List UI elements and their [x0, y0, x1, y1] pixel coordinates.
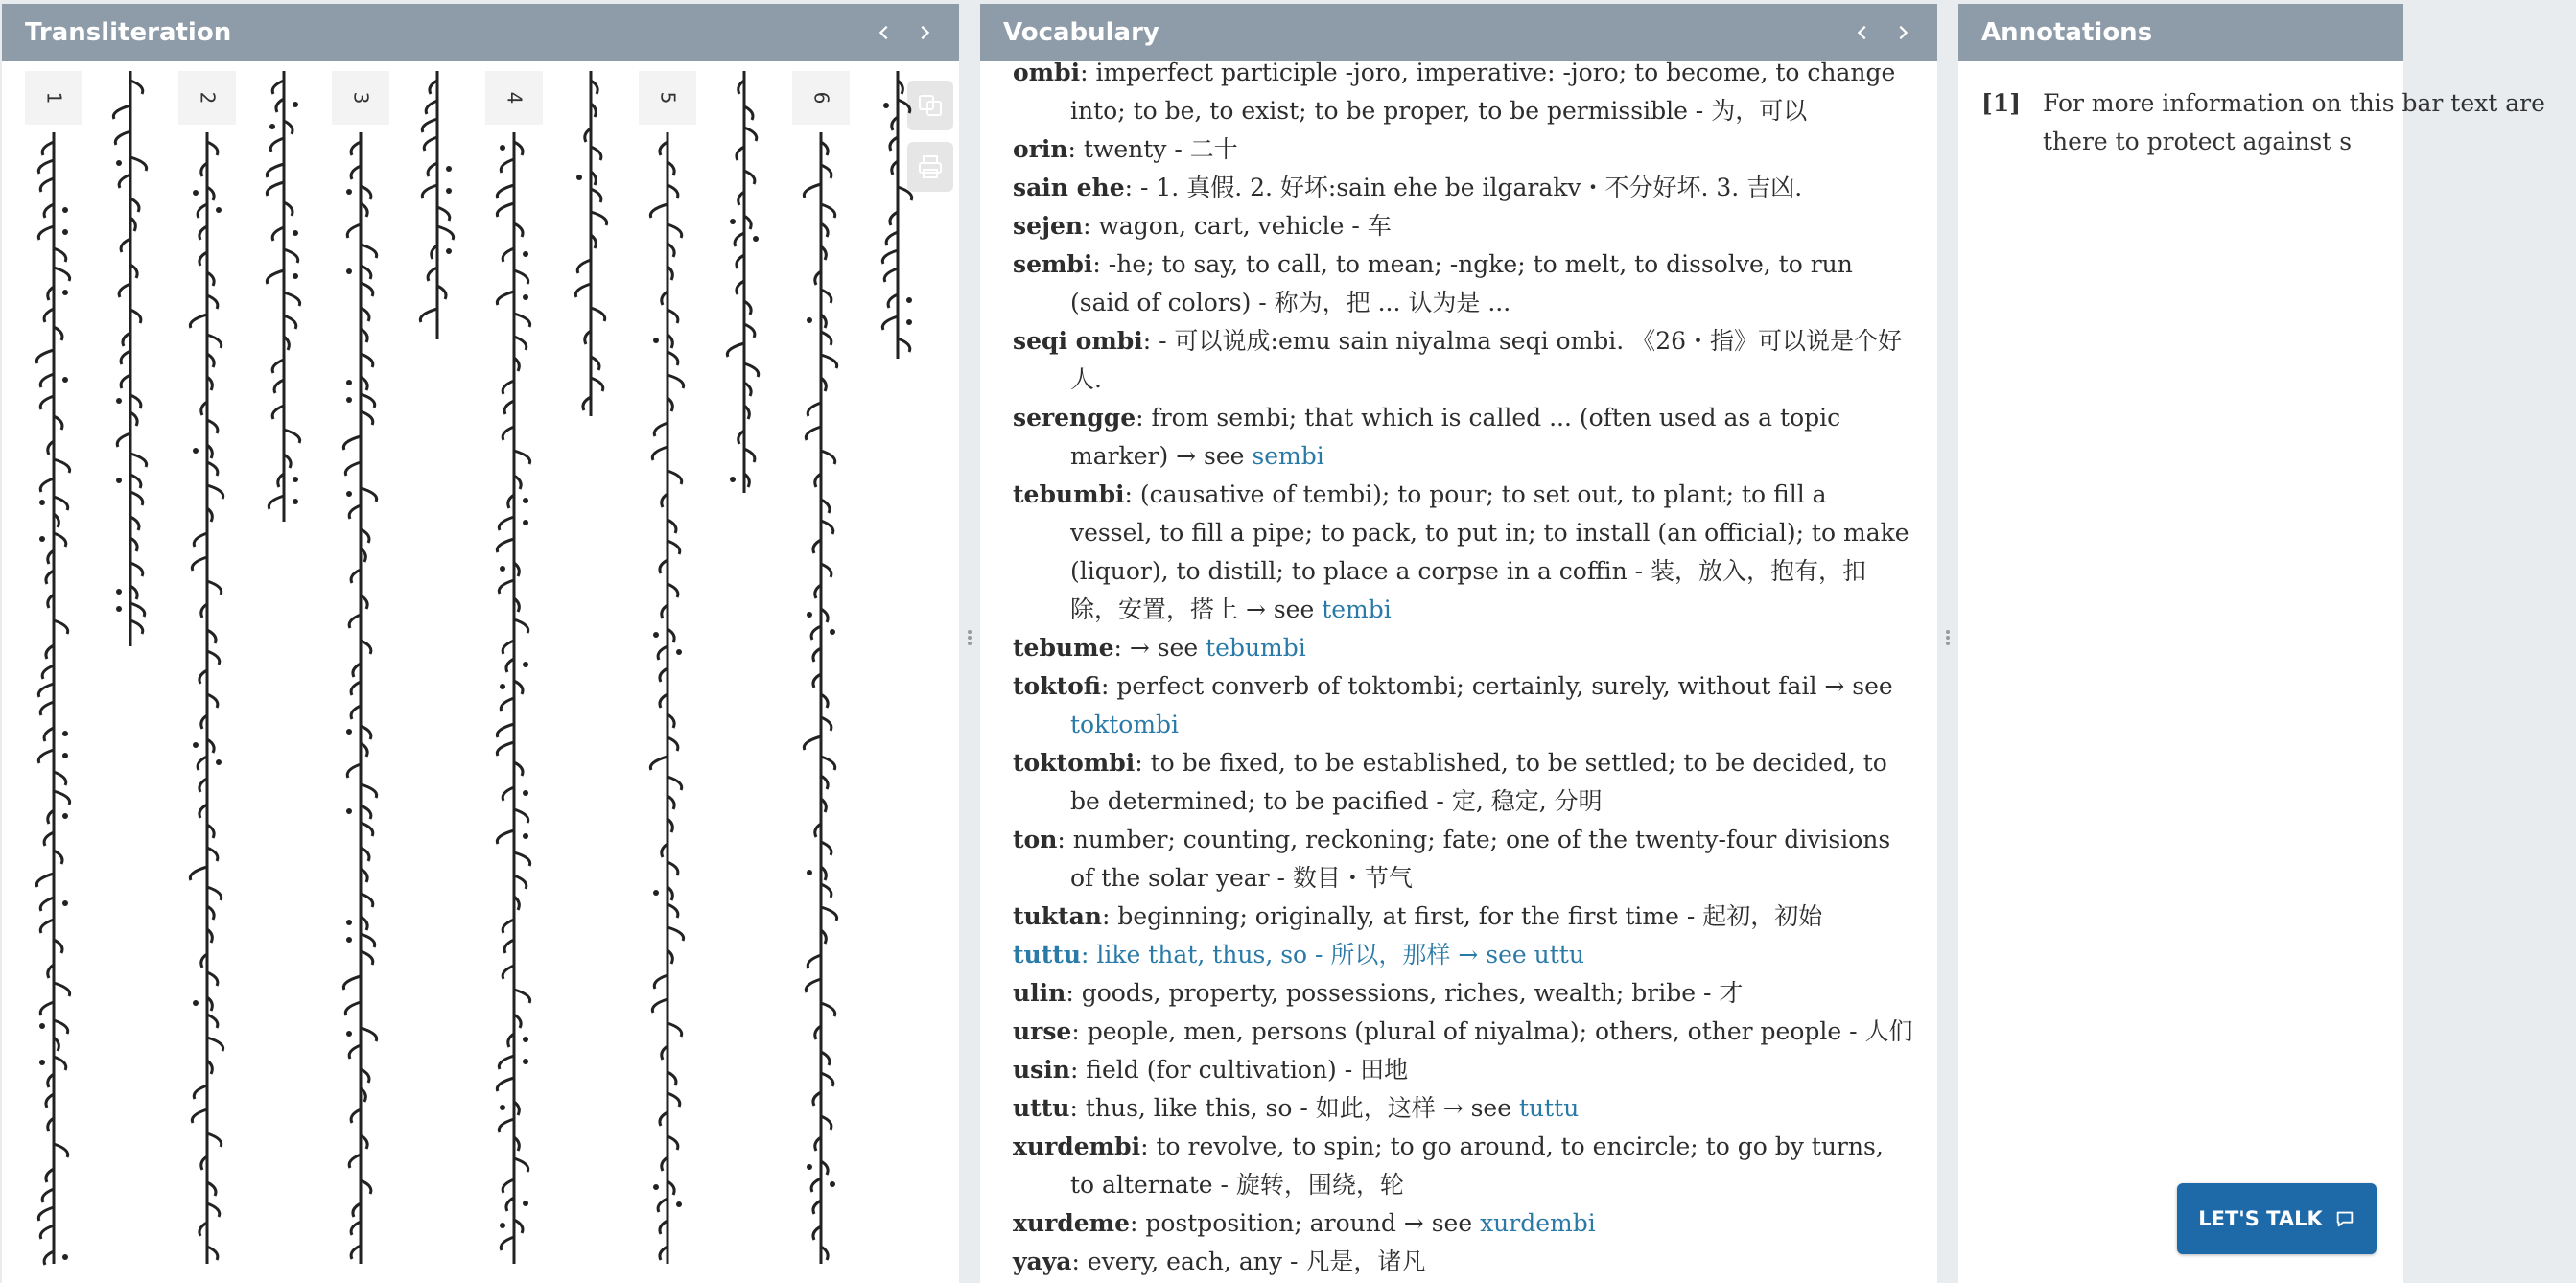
vocab-headword: tuttu [1013, 941, 1081, 968]
vocab-definition: : to be fixed, to be established, to be settled; to be decided, to be determined; to be pacified - 定, 稳定, 分明 [1070, 749, 1887, 815]
annotation-text: For more information on this bar text are there to protect against s [2043, 89, 2545, 155]
vocab-headword: sejen [1013, 212, 1084, 240]
vocab-definition: : wagon, cart, vehicle - 车 [1083, 212, 1392, 240]
chat-bubble-icon [2334, 1208, 2355, 1229]
manchu-script-column [102, 65, 159, 665]
vocab-see-link[interactable]: tebumbi [1206, 634, 1306, 662]
vocab-see-link[interactable]: tembi [1322, 595, 1392, 623]
vocab-headword: tebumbi [1013, 480, 1125, 508]
manchu-script-column [715, 65, 773, 512]
vocab-entry [1013, 322, 1914, 399]
column-number-label: 3 [348, 91, 372, 105]
vocab-headword: xurdeme [1013, 1209, 1130, 1237]
vocab-entry [1013, 744, 1914, 821]
column-number-label: 6 [808, 91, 832, 105]
manchu-script-column [792, 65, 850, 1283]
column-number-label: 5 [655, 91, 679, 105]
vocab-entry [1013, 1089, 1914, 1128]
lets-talk-button[interactable] [2177, 1183, 2377, 1254]
annotations-title: Annotations [1981, 18, 2153, 47]
manchu-script-column [869, 65, 926, 378]
vocab-headword: serengge [1013, 404, 1136, 432]
manchu-script-column [178, 65, 236, 1283]
vocab-definition: : from sembi; that which is called ... (often used as a topic marker) → see [1070, 404, 1841, 470]
vocab-definition: : goods, property, possessions, riches, wealth; bribe - 才 [1066, 979, 1744, 1007]
manchu-script-column [409, 65, 466, 359]
vocab-headword: urse [1013, 1017, 1072, 1045]
vocabulary-list [980, 54, 1937, 1281]
vocab-entry [1013, 54, 1914, 130]
vocab-definition: : → see [1113, 634, 1206, 662]
vocab-headword: seqi ombi [1013, 327, 1143, 355]
chevron-right-icon[interactable] [913, 21, 936, 44]
vocab-headword: toktofi [1013, 672, 1101, 700]
manchu-script-column [562, 65, 620, 435]
vocab-definition: : - 1. 真假. 2. 好坏:sain ehe be ilgarakv・不分好坏. 3. 吉凶. [1124, 174, 1803, 201]
vocab-definition: : (causative of tembi); to pour; to set out, to plant; to fill a vessel, to fill a pipe; to pack, to put in; to install (an official); to make (liquor), to distill; to place a corpse in a coffin - 装，放入，抱有，扣除，安置，搭上 → see [1070, 480, 1909, 623]
vocabulary-header [980, 4, 1937, 61]
vocab-see-link[interactable]: uttu [1534, 941, 1584, 968]
vocab-definition: : twenty - 二十 [1067, 135, 1238, 163]
annotations-body [1958, 61, 2545, 1283]
vocab-definition: : thus, like this, so - 如此，这样 → see [1069, 1094, 1519, 1122]
vocab-headword: ulin [1013, 979, 1066, 1007]
transliteration-vocabulary-splitter[interactable] [967, 628, 972, 651]
chevron-left-icon[interactable] [1851, 21, 1874, 44]
vocabulary-annotations-splitter[interactable] [1945, 628, 1951, 651]
vocab-definition: : to revolve, to spin; to go around, to encircle; to go by turns, to alternate - 旋转，围绕，轮 [1070, 1132, 1884, 1199]
vocab-entry [1013, 1013, 1914, 1051]
vocab-definition: : number; counting, reckoning; fate; one of the twenty-four divisions of the solar year - 数目・节气 [1057, 826, 1891, 892]
vocab-see-link[interactable]: sembi [1252, 442, 1324, 470]
vocab-entry [1013, 169, 1914, 207]
vocab-definition: : every, each, any - 凡是，诸凡 [1071, 1248, 1426, 1275]
transliteration-panel [2, 4, 959, 1283]
vocab-definition: : people, men, persons (plural of niyalma); others, other people - 人们 [1071, 1017, 1913, 1045]
vocab-headword: xurdembi [1013, 1132, 1141, 1160]
vocab-headword: sembi [1013, 250, 1093, 278]
vocab-headword: yaya [1013, 1248, 1072, 1275]
vocabulary-panel [980, 4, 1937, 1283]
vocab-definition: : beginning; originally, at first, for the first time - 起初，初始 [1101, 902, 1823, 930]
vocab-definition: : imperfect participle -joro, imperative: -joro; to become, to change into; to be, to exist; to be proper, to be permissible - 为，可以 [1070, 58, 1896, 125]
vocab-headword: ton [1013, 826, 1058, 853]
vocab-definition: : postposition; around → see [1130, 1209, 1481, 1237]
column-number-label: 2 [195, 91, 219, 105]
manchu-script-column [485, 65, 543, 1283]
vocab-headword: orin [1013, 135, 1068, 163]
vocab-headword: toktombi [1013, 749, 1136, 777]
vocab-definition: : -he; to say, to call, to mean; -ngke; to melt, to dissolve, to run (said of colors) - 称为，把 ... 认为是 ... [1070, 250, 1853, 316]
vocab-see-link[interactable]: xurdembi [1480, 1209, 1596, 1237]
column-number-label: 1 [41, 91, 65, 105]
vocab-definition: : - 可以说成:emu sain niyalma seqi ombi. 《26・指》可以说是个好人. [1070, 327, 1903, 393]
vocab-entry [1013, 245, 1914, 322]
annotations-header [1958, 4, 2403, 61]
vocab-headword: tuktan [1013, 902, 1102, 930]
vocab-definition: : field (for cultivation) - 田地 [1069, 1056, 1409, 1084]
vocab-entry [1013, 667, 1914, 744]
vocab-definition: : like that, thus, so - 所以，那样 → see [1081, 941, 1534, 968]
chevron-right-icon[interactable] [1891, 21, 1914, 44]
transliteration-header [2, 4, 959, 61]
vocabulary-body [980, 58, 1937, 1283]
vocab-entry [1013, 207, 1914, 245]
annotations-panel [1958, 4, 2545, 1283]
vocab-headword: sain ehe [1013, 174, 1125, 201]
vocab-headword: uttu [1013, 1094, 1070, 1122]
manchu-script-column [639, 65, 696, 1283]
vocab-entry [1013, 629, 1914, 667]
transliteration-body [2, 65, 959, 1283]
annotation-item [1981, 84, 2576, 161]
vocab-definition: : perfect converb of toktombi; certainly, surely, without fail → see [1100, 672, 1893, 700]
vocab-see-link[interactable]: tuttu [1518, 1094, 1580, 1122]
vocab-entry [1013, 1051, 1914, 1089]
vocab-entry [1013, 1243, 1914, 1281]
vocab-headword: usin [1013, 1056, 1070, 1084]
vocab-entry [1013, 476, 1914, 629]
lets-talk-label: LET'S TALK [2198, 1207, 2323, 1230]
chevron-left-icon[interactable] [873, 21, 896, 44]
vocabulary-title: Vocabulary [1003, 18, 1159, 47]
vocab-entry [1013, 1128, 1914, 1204]
manchu-script-column [25, 65, 82, 1283]
vocab-entry [1013, 898, 1914, 936]
vocab-entry [1013, 974, 1914, 1013]
vocab-headword: tebume [1013, 634, 1114, 662]
annotation-number[interactable]: [1] [1981, 89, 2022, 117]
vocab-entry [1013, 821, 1914, 898]
vocab-entry [1013, 936, 1914, 974]
vocab-see-link[interactable]: toktombi [1070, 711, 1180, 738]
vocab-headword: ombi [1013, 58, 1081, 86]
manchu-script-column [255, 65, 313, 541]
column-number-label: 4 [502, 91, 526, 105]
vocab-entry [1013, 399, 1914, 476]
vocab-entry [1013, 130, 1914, 169]
vocab-entry [1013, 1204, 1914, 1243]
manchu-script-column [332, 65, 389, 1283]
transliteration-title: Transliteration [25, 18, 232, 47]
